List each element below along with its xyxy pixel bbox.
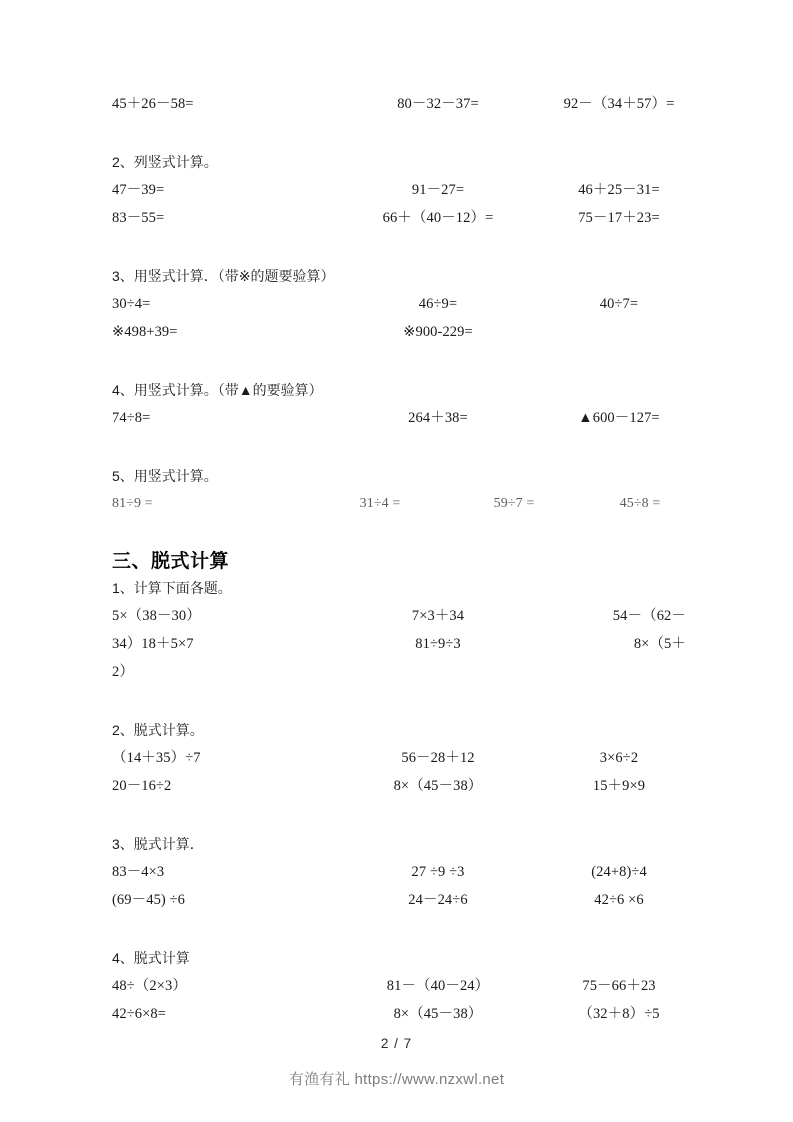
problem-expression: 80－32－37= xyxy=(397,96,479,112)
spacer xyxy=(112,232,702,262)
problem-expression: 56－28＋12 xyxy=(401,750,475,766)
problem-expression: ▲600－127= xyxy=(578,410,660,426)
problem-expression: 66＋（40－12）= xyxy=(382,210,494,226)
problem-expression: 5×（38－30） xyxy=(112,608,201,624)
section-title: 三、脱式计算 xyxy=(112,551,230,572)
problem-expression: 34）18＋5×7 xyxy=(112,636,194,652)
problem-expression: 27 ÷9 ÷3 xyxy=(411,864,465,880)
group-heading: 2、脱式计算。 xyxy=(112,722,204,738)
group-heading: 5、用竖式计算。 xyxy=(112,468,218,484)
problem-row xyxy=(112,90,702,118)
problem-row xyxy=(112,1000,702,1028)
problem-expression: （32＋8）÷5 xyxy=(578,1006,660,1022)
problem-expression: 46÷9= xyxy=(418,296,458,312)
group-heading: 1、计算下面各题。 xyxy=(112,580,232,596)
problem-expression: 8×（45－38） xyxy=(393,1006,483,1022)
problem-expression: 81÷9 = xyxy=(112,496,153,511)
group-heading: 4、脱式计算 xyxy=(112,950,190,966)
problem-row xyxy=(112,204,702,232)
problem-expression: 20－16÷2 xyxy=(112,778,172,794)
problem-expression: 54－（62－ xyxy=(612,608,686,624)
problem-row xyxy=(112,404,702,432)
problem-expression: 2） xyxy=(112,664,134,680)
problem-expression: 74÷8= xyxy=(112,410,151,426)
problem-expression: 264＋38= xyxy=(408,410,468,426)
problem-expression: 45÷8 = xyxy=(619,496,661,511)
problem-row xyxy=(112,176,702,204)
problem-expression: 59÷7 = xyxy=(493,496,535,511)
problem-expression: 83－4×3 xyxy=(112,864,165,880)
problem-expression: 30÷4= xyxy=(112,296,151,312)
group-heading: 2、列竖式计算。 xyxy=(112,154,218,170)
problem-expression: 92－（34＋57）= xyxy=(563,96,675,112)
page-number: 2 / 7 xyxy=(380,1036,413,1051)
problem-expression: 42÷6×8= xyxy=(112,1006,167,1022)
problem-expression: 81÷9÷3 xyxy=(415,636,461,652)
problem-expression: 83－55= xyxy=(112,210,165,226)
problem-expression: (69－45) ÷6 xyxy=(112,892,185,908)
problem-expression: 24－24÷6 xyxy=(408,892,468,908)
problem-row xyxy=(112,744,702,772)
problem-row xyxy=(112,972,702,1000)
watermark: 有渔有礼 https://www.nzxwl.net xyxy=(288,1071,505,1088)
spacer xyxy=(112,686,702,716)
problem-expression: ※498+39= xyxy=(112,324,178,340)
problem-expression: 15＋9×9 xyxy=(592,778,646,794)
problem-expression: 8×（5＋ xyxy=(633,636,686,652)
problem-row xyxy=(112,318,702,346)
group-heading: 3、脱式计算． xyxy=(112,836,204,852)
group-heading: 4、用竖式计算。（带▲的要验算） xyxy=(112,382,323,398)
problem-expression: （14＋35）÷7 xyxy=(112,750,201,766)
problem-expression: 45＋26－58= xyxy=(112,96,194,112)
problem-expression: 40÷7= xyxy=(599,296,639,312)
problem-expression: 7×3＋34 xyxy=(411,608,465,624)
spacer xyxy=(112,914,702,944)
problem-expression: 75－66＋23 xyxy=(582,978,656,994)
problem-expression: (24+8)÷4 xyxy=(591,864,647,880)
problem-expression: 3×6÷2 xyxy=(599,750,639,766)
spacer xyxy=(112,800,702,830)
problem-expression: 31÷4 = xyxy=(359,496,401,511)
problem-expression: 47－39= xyxy=(112,182,165,198)
problem-expression: 81－（40－24） xyxy=(386,978,490,994)
problem-row xyxy=(112,772,702,800)
spacer xyxy=(112,118,702,148)
group-heading: 3、用竖式计算．（带※的题要验算） xyxy=(112,268,335,284)
problem-row xyxy=(112,858,702,886)
problem-expression: 46＋25－31= xyxy=(578,182,660,198)
problem-expression: 42÷6 ×6 xyxy=(594,892,644,908)
problem-row xyxy=(112,602,702,630)
worksheet-content xyxy=(112,90,702,1028)
problem-expression: 91－27= xyxy=(411,182,465,198)
problem-row xyxy=(112,630,702,658)
problem-expression: 75－17＋23= xyxy=(578,210,660,226)
spacer xyxy=(112,432,702,462)
problem-row xyxy=(112,658,702,686)
problem-row xyxy=(112,290,702,318)
spacer xyxy=(112,346,702,376)
problem-row xyxy=(112,886,702,914)
problem-expression: ※900-229= xyxy=(403,324,473,340)
problem-row xyxy=(112,490,702,518)
problem-expression: 48÷（2×3） xyxy=(112,978,187,994)
spacer xyxy=(112,518,702,548)
problem-expression: 8×（45－38） xyxy=(393,778,483,794)
